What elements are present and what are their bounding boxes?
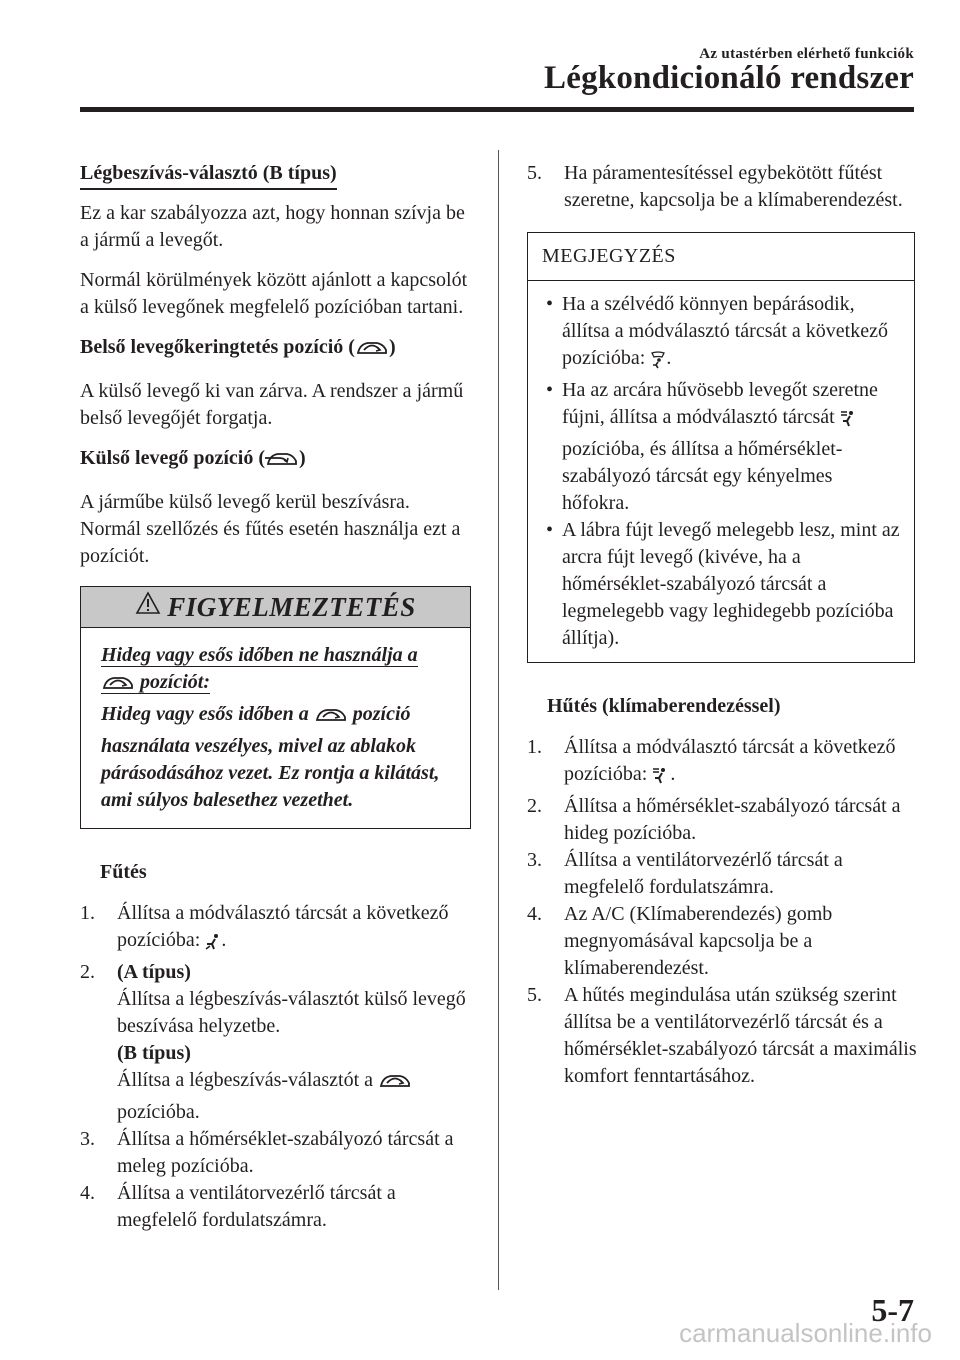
intro-paragraph: Ez a kar szabályozza azt, hogy honnan szívja be a jármű a levegőt. (80, 202, 465, 251)
note-item-text: Ha az arcára hűvösebb levegőt szeretne fújni, állítsa a módválasztó tárcsát (562, 379, 878, 428)
step-number: 5. (527, 162, 542, 184)
warning-text-1: Hideg vagy esős időben a (101, 703, 309, 725)
header-subtitle: Az utastérben elérhető funkciók (699, 46, 914, 62)
warning-lead-text-2: pozíciót: (140, 671, 210, 693)
recirculation-icon (314, 705, 348, 733)
warning-triangle-icon (135, 591, 161, 623)
cooling-title: Hűtés (klímaberendezéssel) (547, 695, 781, 717)
warning-title: FIGYELMEZTETÉS (167, 591, 416, 622)
section-heading: Légbeszívás-választó (B típus) (80, 160, 337, 190)
note-box (527, 232, 915, 663)
step-text: Állítsa a módválasztó tárcsát a következő pozícióba: (117, 902, 449, 951)
note-title: MEGJEGYZÉS (528, 233, 914, 281)
list-item (527, 734, 917, 793)
step-number: 4. (527, 903, 542, 925)
list-item (527, 982, 917, 1090)
warning-body (81, 628, 470, 828)
header-rule (80, 107, 914, 112)
step-text-end: . (221, 929, 227, 951)
right-column (527, 160, 917, 1090)
recirculation-text: A külső levegő ki van zárva. A rendszer a jármű belső levegőjét forgatja. (80, 380, 464, 429)
outside-air-text: A járműbe külső levegő kerül beszívásra. Normál szellőzés és fűtés esetén használja ezt a pozíciót. (80, 491, 461, 567)
step-number: 3. (527, 849, 542, 871)
step-text-end: . (670, 763, 676, 785)
list-item (80, 1180, 472, 1234)
bullet: • (546, 293, 554, 315)
list-item (80, 900, 472, 959)
step-text: Állítsa a ventilátorvezérlő tárcsát a megfelelő fordulatszámra. (117, 1182, 396, 1231)
type-a-label: (A típus) (117, 961, 191, 983)
step-text: Állítsa a légbeszívás-választót külső levegő beszívása helyzetbe. (117, 988, 466, 1037)
step-text: Ha páramentesítéssel egybekötött fűtést szeretne, kapcsolja be a klímaberendezést. (564, 162, 903, 211)
outside-air-icon (265, 449, 299, 477)
heating-title: Fűtés (100, 861, 147, 883)
step-number: 3. (80, 1128, 95, 1150)
list-item (527, 847, 917, 901)
step-text: Állítsa a hőmérséklet-szabályozó tárcsát a hideg pozícióba. (564, 795, 901, 844)
bullet: • (546, 519, 554, 541)
recirculation-heading-text: Belső levegőkeringtetés pozíció ( (80, 336, 355, 358)
outside-air-heading (80, 445, 472, 477)
note-item (544, 377, 900, 517)
step-text: A hűtés megindulása után szükség szerint állítsa be a ventilátorvezérlő tárcsát és a hőmérséklet-szabályozó tárcsát a maximális komfort fenntartásához. (564, 984, 917, 1087)
outside-air-heading-end: ) (298, 447, 306, 469)
face-mode-icon (840, 409, 858, 436)
recirculation-heading (80, 334, 472, 366)
note-item-text: pozícióba, és állítsa a hőmérséklet-szabályozó tárcsát egy kényelmes hőfokra. (562, 438, 843, 514)
note-item (544, 517, 900, 652)
left-column (80, 160, 472, 1234)
cooling-steps (527, 734, 917, 1090)
warning-header (81, 587, 470, 628)
outside-air-heading-text: Külső levegő pozíció ( (80, 447, 265, 469)
watermark: carmanualsonline.info (679, 1318, 932, 1348)
floor-mode-icon (205, 932, 221, 959)
warning-lead-text-1: Hideg vagy esős időben ne használja a (101, 644, 418, 666)
list-item (527, 160, 917, 214)
step-text: Állítsa a légbeszívás-választót a (117, 1069, 374, 1091)
step-number: 1. (527, 736, 542, 758)
recirculation-icon (355, 338, 389, 366)
face-mode-icon (652, 766, 670, 793)
list-item (80, 959, 472, 1126)
recirculation-heading-end: ) (388, 336, 396, 358)
recirculation-icon (378, 1071, 412, 1099)
list-item (527, 793, 917, 847)
recirculation-icon (101, 673, 135, 701)
column-divider (498, 150, 499, 1290)
warning-lead (101, 644, 418, 694)
defroster-mode-icon (650, 350, 666, 377)
step-number: 5. (527, 984, 542, 1006)
step-text: Állítsa a hőmérséklet-szabályozó tárcsát a meleg pozícióba. (117, 1128, 454, 1177)
step-text: Az A/C (Klímaberendezés) gomb megnyomásával kapcsolja be a klímaberendezést. (564, 903, 833, 979)
warning-box (80, 586, 471, 829)
step-text: Állítsa a módválasztó tárcsát a következő pozícióba: (564, 736, 896, 785)
warning-text-2: pozíció használata veszélyes, mivel az ablakok párásodásához vezet. Ez rontja a kilátást, ami súlyos balesethez vezethet. (101, 703, 440, 811)
type-b-label: (B típus) (117, 1042, 191, 1064)
heating-steps-continued (527, 160, 917, 214)
note-item-text: A lábra fújt levegő melegebb lesz, mint az arcra fújt levegő (kivéve, ha a hőmérséklet-szabályozó tárcsát a legmelegebb vagy leghidegebb pozícióba állítja). (562, 519, 900, 649)
note-body (528, 281, 914, 662)
note-item (544, 291, 900, 377)
note-item-text: Ha a szélvédő könnyen bepárásodik, állítsa a módválasztó tárcsát a következő pozícióba: (562, 293, 888, 369)
header-title: Légkondicionáló rendszer (544, 60, 914, 96)
step-number: 1. (80, 902, 95, 924)
normal-conditions-paragraph: Normál körülmények között ajánlott a kapcsolót a külső levegőnek megfelelő pozícióban tartani. (80, 269, 468, 318)
list-item (80, 1126, 472, 1180)
step-text-end: pozícióba. (117, 1101, 200, 1123)
page-number: 5-7 (871, 1292, 914, 1328)
note-item-text-end: . (666, 347, 672, 369)
step-number: 2. (80, 961, 95, 983)
step-number: 4. (80, 1182, 95, 1204)
step-number: 2. (527, 795, 542, 817)
warning-text (101, 701, 452, 814)
list-item (527, 901, 917, 982)
bullet: • (546, 379, 554, 401)
heating-steps (80, 900, 472, 1234)
step-text: Állítsa a ventilátorvezérlő tárcsát a megfelelő fordulatszámra. (564, 849, 843, 898)
